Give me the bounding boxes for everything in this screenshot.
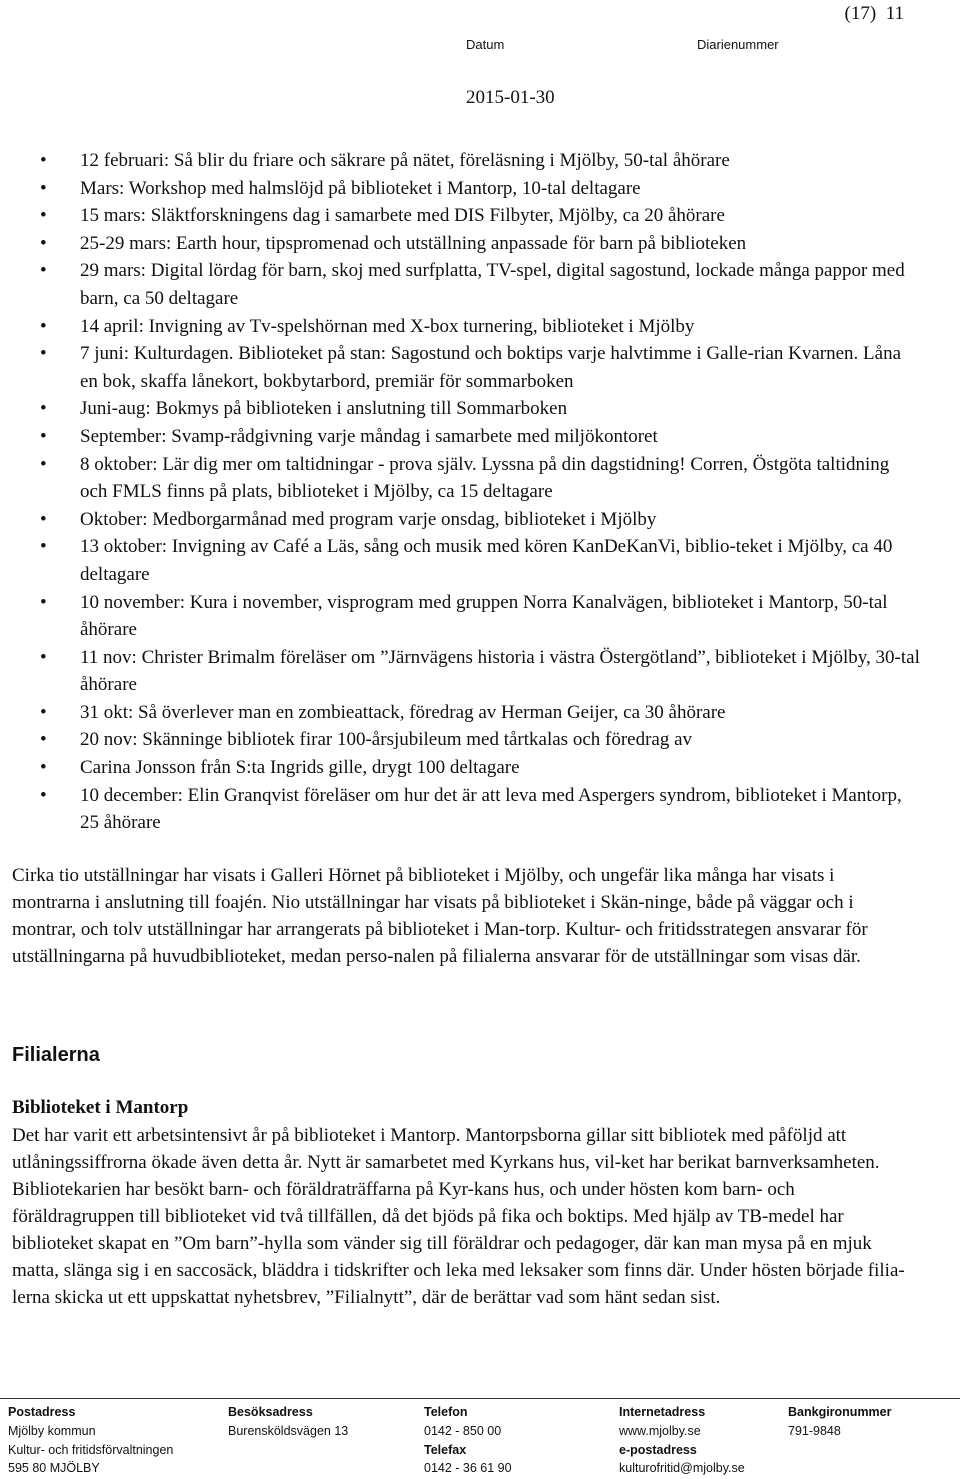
event-item: • 10 december: Elin Granqvist föreläser om hur det är att leva med Aspergers syndrom, biblioteket i Mantorp, 25 åhörare bbox=[40, 782, 920, 837]
footer-besoksadress bbox=[228, 1403, 348, 1441]
postadress-label: Postadress bbox=[8, 1405, 76, 1419]
page-reference: (17) bbox=[844, 3, 877, 24]
telefax-value: 0142 - 36 61 90 bbox=[424, 1461, 512, 1476]
footer-internet bbox=[619, 1403, 745, 1478]
besoksadress-value: Burensköldsvägen 13 bbox=[228, 1423, 349, 1438]
page-number-value: 11 bbox=[885, 3, 904, 24]
telefon-label: Telefon bbox=[424, 1405, 468, 1419]
event-item: • 25-29 mars: Earth hour, tipspromenad och utställning anpassade för barn på biblioteken bbox=[40, 230, 920, 258]
page-number bbox=[845, 3, 904, 25]
telefon-value: 0142 - 850 00 bbox=[424, 1423, 502, 1438]
mantorp-heading: Biblioteket i Mantorp bbox=[12, 1097, 189, 1118]
event-item: • Carina Jonsson från S:ta Ingrids gille, drygt 100 deltagare bbox=[40, 754, 920, 782]
footer-postadress bbox=[8, 1403, 173, 1478]
postadress-line: Mjölby kommun bbox=[8, 1423, 96, 1438]
event-item: • 12 februari: Så blir du friare och säkrare på nätet, föreläsning i Mjölby, 50-tal åhörare bbox=[40, 147, 920, 175]
telefax-label: Telefax bbox=[424, 1442, 467, 1457]
event-item: • September: Svamp-rådgivning varje måndag i samarbete med miljökontoret bbox=[40, 423, 920, 451]
internet-value[interactable]: www.mjolby.se bbox=[619, 1423, 701, 1438]
event-item: • 13 oktober: Invigning av Café a Läs, sång och musik med kören KanDeKanVi, biblio-teket i Mjölby, ca 40 deltagare bbox=[40, 533, 920, 588]
event-item: • Oktober: Medborgarmånad med program varje onsdag, biblioteket i Mjölby bbox=[40, 506, 920, 534]
event-item: • Juni-aug: Bokmys på biblioteken i anslutning till Sommarboken bbox=[40, 395, 920, 423]
footer-bankgiro bbox=[788, 1403, 892, 1441]
event-item: • 15 mars: Släktforskningens dag i samarbete med DIS Filbyter, Mjölby, ca 20 åhörare bbox=[40, 202, 920, 230]
event-item: • 11 nov: Christer Brimalm föreläser om ”Järnvägens historia i västra Östergötland”, biblioteket i Mjölby, 30-tal åhörare bbox=[40, 644, 920, 699]
mantorp-paragraph: Det har varit ett arbetsintensivt år på biblioteket i Mantorp. Mantorpsborna gillar sitt bibliotek med påföljd att utlåningssiffrorna ökade även detta år. Nytt är samarbetet med Kyrkans hus, vil-ket har berikat barnverksamheten. Bibliotekarien har besökt barn- och föräldraträffarna på Kyr-kans hus, och under hösten kom barn- och föräldragruppen till biblioteket vid två tillfällen, då det bjöds på fika och boktips. Med hjälp av TB-medel har biblioteket skapat en ”Om barn”-hylla som vänder sig till föräldrar och pedagoger, där kan man mysa på en mjuk matta, slänga sig i en saccosäck, bläddra i tidskrifter och leka med leksaker som finns där. Under hösten började filia-lerna skicka ut ett uppskattat nyhetsbrev, ”Filialnytt”, där de berättar vad som hänt sedan sist. bbox=[12, 1125, 905, 1308]
event-item: • 29 mars: Digital lördag för barn, skoj med surfplatta, TV-spel, digital sagostund, lockade många pappor med barn, ca 50 deltagare bbox=[40, 257, 920, 312]
event-item: • 8 oktober: Lär dig mer om taltidningar - prova själv. Lyssna på din dagstidning! Corren, Östgöta taltidning och FMLS finns på plats, biblioteket i Mjölby, ca 15 deltagare bbox=[40, 451, 920, 506]
exhibitions-paragraph: Cirka tio utställningar har visats i Galleri Hörnet på biblioteket i Mjölby, och ungefär lika många har visats i montrarna i anslutning till foajén. Nio utställningar har visats på biblioteket i Skän-ninge, både på väggar och i montrar, och tolv utställningar har arrangerats på biblioteket i Man-torp. Kultur- och fritidsstrategen ansvarar för utställningarna på huvudbiblioteket, medan perso-nalen på filialerna ansvarar för de utställningar som visas där. bbox=[12, 865, 868, 967]
section-heading: Filialerna bbox=[12, 1044, 100, 1066]
epost-label: e-postadress bbox=[619, 1442, 697, 1457]
event-item: • 20 nov: Skänninge bibliotek firar 100-årsjubileum med tårtkalas och föredrag av bbox=[40, 726, 920, 754]
internet-label: Internetadress bbox=[619, 1405, 706, 1419]
bankgiro-label: Bankgironummer bbox=[788, 1405, 892, 1419]
postadress-line: Kultur- och fritidsförvaltningen bbox=[8, 1442, 174, 1457]
besoksadress-label: Besöksadress bbox=[228, 1405, 313, 1419]
postadress-line: 595 80 MJÖLBY bbox=[8, 1461, 100, 1476]
event-item: • 31 okt: Så överlever man en zombieattack, föredrag av Herman Geijer, ca 30 åhörare bbox=[40, 699, 920, 727]
footer-telefon bbox=[424, 1403, 512, 1478]
event-item: • 14 april: Invigning av Tv-spelshörnan med X-box turnering, biblioteket i Mjölby bbox=[40, 313, 920, 341]
bankgiro-value: 791-9848 bbox=[788, 1423, 841, 1438]
footer-divider bbox=[0, 1398, 960, 1399]
diarienummer-label: Diarienummer bbox=[697, 37, 779, 52]
event-list bbox=[40, 147, 920, 837]
datum-label: Datum bbox=[466, 37, 505, 52]
epost-value[interactable]: kulturofritid@mjolby.se bbox=[619, 1461, 745, 1476]
datum-value: 2015-01-30 bbox=[466, 87, 555, 108]
event-item: • 10 november: Kura i november, visprogram med gruppen Norra Kanalvägen, biblioteket i Mantorp, 50-tal åhörare bbox=[40, 589, 920, 644]
event-item: • 7 juni: Kulturdagen. Biblioteket på stan: Sagostund och boktips varje halvtimme i Galle-rian Kvarnen. Låna en bok, skaffa lånekort, bokbytarbord, premiär för sommarboken bbox=[40, 340, 920, 395]
event-item: • Mars: Workshop med halmslöjd på biblioteket i Mantorp, 10-tal deltagare bbox=[40, 175, 920, 203]
